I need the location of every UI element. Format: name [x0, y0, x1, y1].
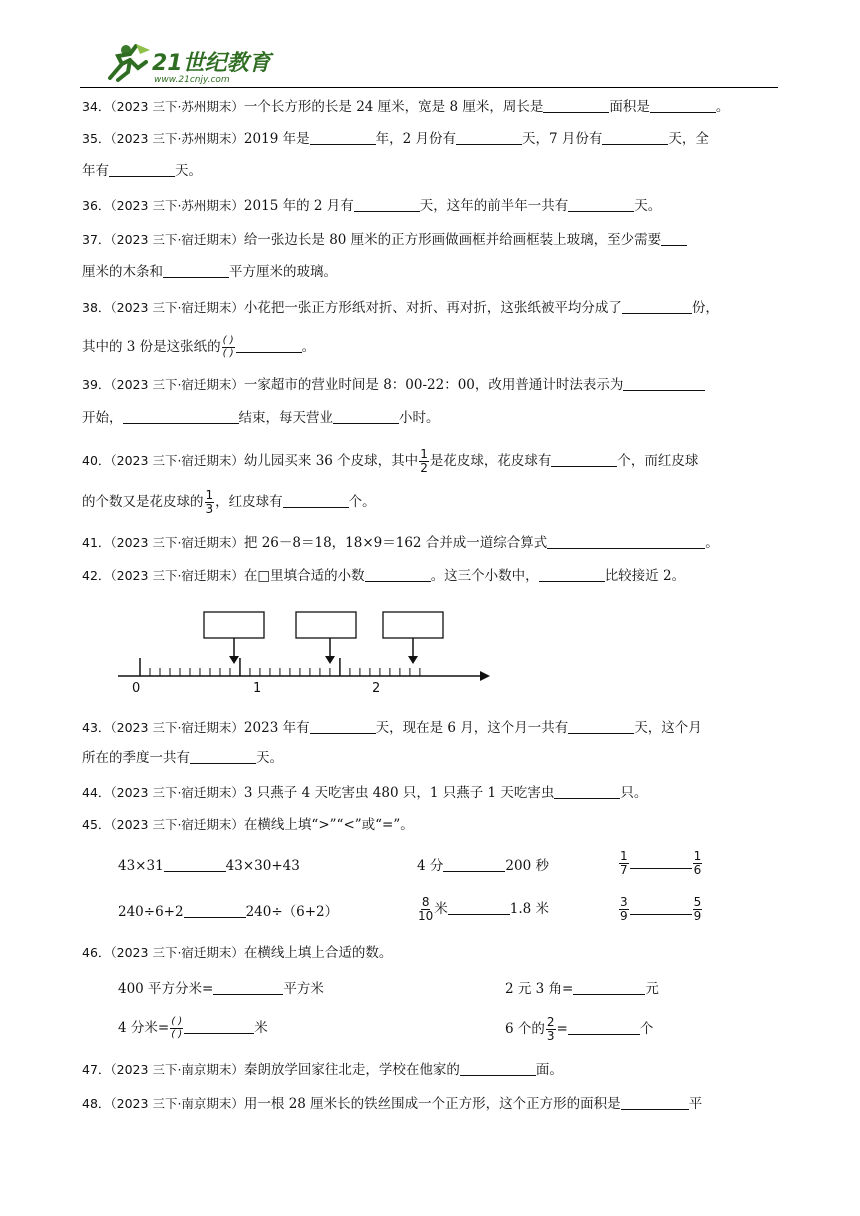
fraction-blank[interactable]: $\frac{( )}{( )}$: [222, 335, 234, 359]
question-text: 在横线上填上合适的数。: [243, 945, 393, 961]
compare-item: 4 分 200 秒: [417, 858, 549, 874]
answer-blank[interactable]: [310, 719, 376, 734]
fill-item: 400 平方分米= 平方米: [118, 981, 324, 997]
question-35-cont: [82, 161, 202, 181]
question-text: 天，全: [668, 131, 709, 147]
question-42: [82, 566, 685, 586]
fill-item: 2 元 3 角= 元: [505, 981, 659, 997]
question-text: 天。: [256, 750, 283, 766]
answer-blank[interactable]: [163, 263, 229, 278]
question-36: [82, 196, 661, 216]
question-text: 秦朗放学回家往北走，学校在他家的: [243, 1062, 460, 1078]
runner-icon: [110, 44, 150, 80]
question-text: 结束，每天营业: [238, 410, 333, 426]
question-46: [82, 943, 392, 963]
answer-blank[interactable]: [184, 1019, 254, 1034]
question-source: （2023 三下·宿迁期末）: [110, 568, 244, 583]
question-source: （2023 三下·宿迁期末）: [110, 817, 244, 832]
question-number: 45．: [82, 817, 111, 832]
logo-text: 21世纪教育: [152, 51, 271, 76]
question-text: 是花皮球，花皮球有: [429, 453, 552, 469]
question-text: 只。: [620, 785, 648, 801]
fraction-blank[interactable]: $\frac{( )}{( )}$: [171, 1016, 183, 1040]
question-38-cont: [82, 335, 315, 360]
question-text: 把 26－8＝18，18×9＝162 合并成一道综合算式: [243, 535, 548, 551]
question-37-cont: [82, 262, 337, 282]
question-number: 48．: [82, 1096, 111, 1111]
question-34: [82, 97, 729, 117]
compare-item: $\frac{8}{10}$ 米 1.8 米: [418, 895, 550, 923]
question-text: 天，7 月份有: [521, 131, 603, 147]
question-text: 平方厘米的玻璃。: [229, 264, 337, 280]
compare-item: 43×31 43×30+43: [118, 858, 300, 874]
question-40-cont: [82, 489, 376, 516]
question-text: 天，这年的前半年一共有: [419, 198, 569, 214]
question-text: 。这三个小数中，: [430, 568, 539, 584]
question-43: [82, 718, 702, 738]
question-text: 个，而红皮球: [617, 453, 699, 469]
question-text: 天，现在是 6 月，这个月一共有: [375, 720, 569, 736]
question-text: 给一张边长是 80 厘米的正方形画做画框并给画框装上玻璃，至少需要: [243, 232, 662, 248]
question-text: 年有: [82, 163, 109, 179]
question-44: [82, 783, 647, 803]
question-source: （2023 三下·宿迁期末）: [110, 377, 244, 392]
question-text: 年，2 月份有: [375, 131, 456, 147]
question-41: [82, 533, 719, 553]
answer-blank[interactable]: [573, 980, 645, 995]
question-text: 天。: [634, 198, 662, 214]
answer-blank[interactable]: [568, 1020, 640, 1035]
question-text: 的个数又是花皮球的: [82, 494, 204, 510]
answer-blank[interactable]: [602, 130, 668, 145]
fraction: $\frac{1}{3}$: [205, 488, 214, 516]
answer-blank[interactable]: [213, 980, 283, 995]
question-text: 3 只燕子 4 天吃害虫 480 只，1 只燕子 1 天吃害虫: [243, 785, 555, 801]
question-text: 面。: [535, 1062, 563, 1078]
answer-blank[interactable]: [354, 197, 420, 212]
pointer-arrow: [408, 638, 418, 664]
compare-item: $\frac{1}{7}$ $\frac{1}{6}$: [620, 849, 702, 877]
question-source: （2023 三下·宿迁期末）: [110, 945, 244, 960]
answer-blank[interactable]: [551, 452, 617, 467]
axis-arrow: [480, 671, 490, 681]
answer-blank[interactable]: [443, 857, 505, 872]
tick-label-1: 1: [253, 681, 262, 696]
answer-blank[interactable]: [283, 493, 349, 508]
question-number: 46．: [82, 945, 111, 960]
question-text: 2019 年是: [243, 131, 310, 147]
answer-box-3[interactable]: [383, 612, 443, 638]
answer-blank[interactable]: [650, 98, 716, 113]
answer-blank[interactable]: [547, 534, 705, 549]
question-47: [82, 1060, 563, 1080]
question-text: 天，这个月: [634, 720, 702, 736]
question-number: 37．: [82, 232, 111, 247]
answer-blank[interactable]: [539, 567, 605, 582]
question-35: [82, 129, 709, 149]
answer-box-1[interactable]: [204, 612, 264, 638]
question-text: 幼儿园买来 36 个皮球，其中: [243, 453, 419, 469]
answer-blank[interactable]: [623, 376, 705, 391]
question-39: [82, 375, 705, 395]
answer-blank[interactable]: [621, 1095, 689, 1110]
question-source: （2023 三下·苏州期末）: [110, 131, 244, 146]
question-text: 比较接近 2。: [604, 568, 686, 584]
question-text: 用一根 28 厘米长的铁丝围成一个正方形，这个正方形的面积是: [243, 1096, 621, 1112]
question-number: 47．: [82, 1062, 111, 1077]
answer-blank[interactable]: [190, 749, 256, 764]
answer-blank[interactable]: [310, 130, 376, 145]
answer-blank[interactable]: [568, 197, 634, 212]
question-source: （2023 三下·宿迁期末）: [110, 720, 244, 735]
compare-item: $\frac{3}{9}$ $\frac{5}{9}$: [620, 895, 702, 923]
answer-box-2[interactable]: [296, 612, 356, 638]
question-text: 其中的 3 份是这张纸的: [82, 339, 221, 355]
header-rule: [80, 87, 778, 88]
answer-blank[interactable]: [630, 900, 692, 915]
answer-blank[interactable]: [661, 231, 687, 246]
question-text: 平: [688, 1096, 703, 1112]
question-source: （2023 三下·苏州期末）: [110, 99, 244, 114]
question-37: [82, 230, 687, 250]
question-text: 。: [705, 535, 719, 551]
question-text: 面积是: [609, 99, 650, 115]
logo-url: www.21cnjy.com: [154, 75, 230, 85]
question-text: 。: [715, 99, 730, 115]
answer-blank[interactable]: [554, 784, 620, 799]
question-number: 43．: [82, 720, 111, 735]
question-number: 39．: [82, 377, 111, 392]
question-number: 34．: [82, 99, 111, 114]
tick-label-0: 0: [132, 681, 141, 696]
answer-blank[interactable]: [236, 338, 302, 353]
question-source: （2023 三下·苏州期末）: [110, 198, 244, 213]
answer-blank[interactable]: [184, 903, 246, 918]
question-source: （2023 三下·宿迁期末）: [110, 785, 244, 800]
question-48: [82, 1094, 702, 1114]
question-number: 42．: [82, 568, 111, 583]
question-40: [82, 448, 698, 475]
question-text: 份，: [691, 300, 719, 316]
fill-item: 4 分米= $\frac{( )}{( )}$ 米: [118, 1016, 268, 1040]
logo: [100, 40, 300, 86]
question-text: 2023 年有: [243, 720, 310, 736]
question-text: 个。: [348, 494, 376, 510]
number-line-figure: [110, 606, 500, 696]
question-text: 。: [301, 339, 316, 355]
question-text: 小时。: [399, 410, 440, 426]
question-text: 开始，: [82, 410, 123, 426]
answer-blank[interactable]: [448, 900, 510, 915]
question-38: [82, 298, 719, 318]
question-source: （2023 三下·宿迁期末）: [110, 453, 244, 468]
answer-blank[interactable]: [456, 130, 522, 145]
question-source: （2023 三下·南京期末）: [110, 1096, 244, 1111]
answer-blank[interactable]: [630, 854, 692, 869]
answer-blank[interactable]: [622, 299, 692, 314]
question-number: 44．: [82, 785, 111, 800]
question-45: [82, 815, 414, 835]
question-text: 厘米的木条和: [82, 264, 163, 280]
answer-blank[interactable]: [333, 409, 399, 424]
answer-blank[interactable]: [164, 857, 226, 872]
question-source: （2023 三下·宿迁期末）: [110, 300, 244, 315]
question-number: 40．: [82, 453, 111, 468]
question-text: 小花把一张正方形纸对折、对折、再对折，这张纸被平均分成了: [243, 300, 622, 316]
question-text: 所在的季度一共有: [82, 750, 190, 766]
question-text: 天。: [175, 163, 202, 179]
question-text: 在横线上填“>”“<”或“=”。: [243, 817, 414, 833]
answer-blank[interactable]: [365, 567, 431, 582]
question-number: 41．: [82, 535, 111, 550]
question-source: （2023 三下·宿迁期末）: [110, 535, 244, 550]
pointer-arrow: [229, 638, 239, 664]
answer-blank[interactable]: [568, 719, 634, 734]
fill-item: 6 个的 $\frac{2}{3}$ = 个: [505, 1015, 654, 1043]
answer-blank[interactable]: [543, 98, 609, 113]
answer-blank[interactable]: [123, 409, 239, 424]
answer-blank[interactable]: [109, 162, 175, 177]
question-text: ，红皮球有: [215, 494, 283, 510]
question-number: 35．: [82, 131, 111, 146]
question-source: （2023 三下·南京期末）: [110, 1062, 244, 1077]
question-text: 在□里填合适的小数: [243, 568, 365, 584]
question-source: （2023 三下·宿迁期末）: [110, 232, 244, 247]
question-text: 一家超市的营业时间是 8：00-22：00，改用普通计时法表示为: [243, 377, 624, 393]
compare-item: 240÷6+2 240÷（6+2）: [118, 904, 339, 920]
question-43-cont: [82, 748, 283, 768]
number-line: [118, 658, 490, 681]
pointer-arrow: [325, 638, 335, 664]
answer-blank[interactable]: [460, 1061, 536, 1076]
question-text: 2015 年的 2 月有: [243, 198, 354, 214]
question-text: 一个长方形的长是 24 厘米，宽是 8 厘米，周长是: [243, 99, 544, 115]
question-39-cont: [82, 408, 440, 428]
question-number: 38．: [82, 300, 111, 315]
tick-label-2: 2: [372, 681, 381, 696]
fraction: $\frac{1}{2}$: [420, 447, 428, 475]
question-number: 36．: [82, 198, 111, 213]
